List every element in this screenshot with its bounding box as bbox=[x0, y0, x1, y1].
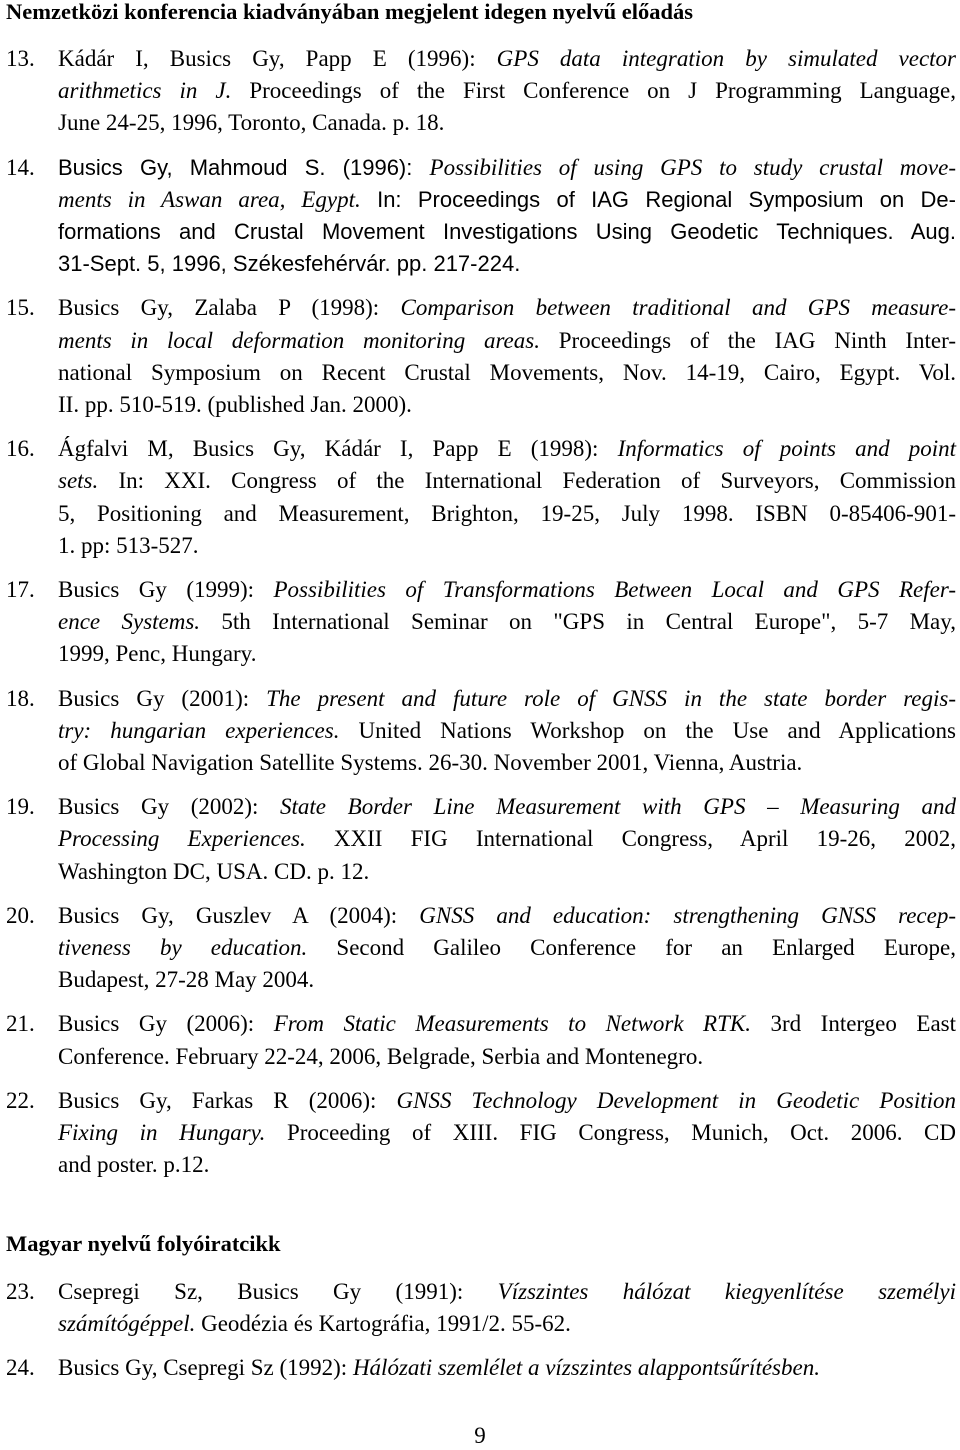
reference-text: In: Proceedings of IAG Regional Symposium on De- bbox=[360, 186, 956, 212]
reference-text: Busics Gy (2002): bbox=[58, 794, 281, 820]
reference-text: 3rd Intergeo East bbox=[750, 1011, 956, 1037]
reference-line bbox=[58, 292, 956, 324]
reference-line bbox=[58, 1352, 956, 1384]
reference-number: 20. bbox=[6, 902, 35, 928]
reference-line bbox=[58, 216, 956, 248]
reference-line bbox=[58, 498, 956, 530]
reference-text: Conference. February 22-24, 2006, Belgrade, Serbia and Montenegro. bbox=[58, 1043, 704, 1069]
reference-number: 13. bbox=[6, 46, 35, 71]
reference-line bbox=[58, 1276, 956, 1308]
reference-number: 17. bbox=[6, 577, 35, 603]
reference-line bbox=[58, 107, 956, 139]
reference-text: 1. pp: 513-527. bbox=[58, 532, 199, 558]
reference-line bbox=[58, 357, 956, 389]
reference-line bbox=[58, 932, 956, 964]
reference-line bbox=[58, 747, 956, 779]
reference-title-text: GNSS and education: strengthening GNSS recep- bbox=[419, 902, 957, 928]
reference-text: national Symposium on Recent Crustal Movements, Nov. 14-19, Cairo, Egypt. Vol. bbox=[58, 359, 956, 385]
reference-text: 31-Sept. 5, 1996, Székesfehérvár. pp. 217-224. bbox=[58, 251, 521, 277]
reference-title-text: try: hungarian experiences. bbox=[58, 717, 340, 743]
reference-text: Proceedings of the First Conference on J Programming Language, bbox=[231, 78, 956, 104]
reference-line bbox=[58, 1041, 956, 1073]
reference-text: Budapest, 27-28 May 2004. bbox=[58, 967, 315, 993]
reference-number: 18. bbox=[6, 685, 35, 711]
reference-text: 5, Positioning and Measurement, Brighton, 19-25, July 1998. ISBN 0-85406-901- bbox=[58, 500, 956, 526]
reference-title-text: From Static Measurements to Network RTK. bbox=[273, 1011, 751, 1037]
reference-title-text: Possibilities of Transformations Between Local and GPS Refer- bbox=[273, 577, 956, 603]
reference-title-text: Processing Experiences. bbox=[58, 826, 306, 852]
reference-number: 24. bbox=[6, 1355, 35, 1381]
reference-line bbox=[58, 1308, 956, 1340]
reference-text: 1999, Penc, Hungary. bbox=[58, 641, 257, 667]
reference-line bbox=[58, 184, 956, 216]
reference-text: Busics Gy, Guszlev A (2004): bbox=[58, 902, 420, 928]
reference-line bbox=[58, 964, 956, 996]
reference-number: 15. bbox=[6, 295, 35, 321]
reference-entry bbox=[0, 292, 956, 421]
reference-entry bbox=[0, 1276, 956, 1340]
reference-title-text: arithmetics in J. bbox=[58, 78, 232, 104]
reference-list-international bbox=[0, 43, 960, 1194]
reference-title-text: Fixing in Hungary. bbox=[58, 1120, 266, 1146]
reference-line bbox=[58, 823, 956, 855]
reference-number: 23. bbox=[6, 1279, 35, 1304]
reference-list-hungarian bbox=[0, 1276, 960, 1397]
reference-number: 21. bbox=[6, 1011, 35, 1037]
reference-line bbox=[58, 574, 956, 606]
reference-entry bbox=[0, 152, 956, 281]
reference-title-text: Hálózati szemlélet a vízszintes alappontsűrítésben. bbox=[352, 1355, 820, 1381]
reference-text: Kádár I, Busics Gy, Papp E (1996): bbox=[58, 46, 497, 71]
reference-text: II. pp. 510-519. (published Jan. 2000). bbox=[58, 392, 412, 418]
reference-line bbox=[58, 606, 956, 638]
reference-line bbox=[58, 389, 956, 421]
reference-text: Busics Gy, Csepregi Sz (1992): bbox=[58, 1355, 353, 1381]
reference-text: Proceeding of XIII. FIG Congress, Munich, Oct. 2006. CD bbox=[265, 1120, 956, 1146]
reference-title-text: számítógéppel. bbox=[58, 1311, 196, 1337]
reference-title-text: GNSS Technology Development in Geodetic Position bbox=[396, 1087, 957, 1113]
reference-text: Busics Gy, Mahmoud S. (1996): bbox=[58, 154, 430, 180]
reference-line bbox=[58, 433, 956, 465]
reference-title-text: tiveness by education. bbox=[58, 935, 308, 961]
reference-line bbox=[58, 683, 956, 715]
reference-entry bbox=[0, 574, 956, 671]
reference-line bbox=[58, 152, 956, 184]
reference-title-text: sets. bbox=[58, 468, 99, 494]
reference-entry bbox=[0, 683, 956, 780]
reference-entry bbox=[0, 1085, 956, 1182]
reference-text: Second Galileo Conference for an Enlarged Europe, bbox=[307, 935, 956, 961]
reference-title-text: ence Systems. bbox=[58, 609, 201, 635]
reference-line bbox=[58, 1085, 956, 1117]
reference-line bbox=[58, 900, 956, 932]
reference-text: Busics Gy (2001): bbox=[58, 685, 267, 711]
reference-entry bbox=[0, 900, 956, 997]
reference-text: and poster. p.12. bbox=[58, 1152, 210, 1178]
reference-line bbox=[58, 75, 956, 107]
reference-text: Busics Gy, Farkas R (2006): bbox=[58, 1087, 397, 1113]
reference-entry bbox=[0, 43, 956, 140]
reference-number: 22. bbox=[6, 1087, 35, 1113]
reference-text: Busics Gy (2006): bbox=[58, 1011, 274, 1037]
reference-text: XXII FIG International Congress, April 19-26, 2002, bbox=[305, 826, 956, 852]
reference-line bbox=[58, 791, 956, 823]
reference-text: United Nations Workshop on the Use and Applications bbox=[339, 717, 956, 743]
reference-line bbox=[58, 715, 956, 747]
reference-number: 14. bbox=[6, 154, 35, 180]
reference-text: formations and Crustal Movement Investigations Using Geodetic Techniques. Aug. bbox=[58, 219, 956, 245]
reference-text: Ágfalvi M, Busics Gy, Kádár I, Papp E (1998): bbox=[58, 436, 618, 462]
reference-text: June 24-25, 1996, Toronto, Canada. p. 18. bbox=[58, 110, 445, 136]
reference-text: 5th International Seminar on "GPS in Central Europe", 5-7 May, bbox=[200, 609, 956, 635]
reference-text: of Global Navigation Satellite Systems. 26-30. November 2001, Vienna, Austria. bbox=[58, 750, 803, 776]
reference-text: Washington DC, USA. CD. p. 12. bbox=[58, 858, 370, 884]
reference-line bbox=[58, 1149, 956, 1181]
reference-title-text: Informatics of points and point bbox=[617, 436, 956, 462]
reference-title-text: State Border Line Measurement with GPS – Measuring and bbox=[280, 794, 956, 820]
reference-line bbox=[58, 1117, 956, 1149]
reference-title-text: ments in local deformation monitoring areas. bbox=[58, 327, 540, 353]
reference-entry bbox=[0, 1008, 956, 1072]
reference-text: In: XXI. Congress of the International Federation of Surveyors, Commission bbox=[98, 468, 956, 494]
section-heading-international: Nemzetközi konferencia kiadványában megjelent idegen nyelvű előadás bbox=[6, 0, 694, 24]
reference-text: Geodézia és Kartográfia, 1991/2. 55-62. bbox=[195, 1311, 571, 1337]
reference-number: 16. bbox=[6, 436, 35, 462]
reference-text: Busics Gy (1999): bbox=[58, 577, 274, 603]
reference-line bbox=[58, 530, 956, 562]
reference-title-text: GPS data integration by simulated vector bbox=[496, 46, 956, 71]
page-number: 9 bbox=[474, 1423, 486, 1448]
reference-line bbox=[58, 856, 956, 888]
reference-line bbox=[58, 638, 956, 670]
reference-line bbox=[58, 325, 956, 357]
reference-number: 19. bbox=[6, 794, 35, 820]
reference-line bbox=[58, 1008, 956, 1040]
reference-entry bbox=[0, 433, 956, 562]
reference-line bbox=[58, 43, 956, 75]
reference-title-text: ments in Aswan area, Egypt. bbox=[58, 186, 361, 212]
reference-entry bbox=[0, 791, 956, 888]
reference-text: Csepregi Sz, Busics Gy (1991): bbox=[58, 1279, 498, 1304]
reference-line bbox=[58, 248, 956, 280]
reference-line bbox=[58, 465, 956, 497]
reference-text: Busics Gy, Zalaba P (1998): bbox=[58, 295, 401, 321]
section-heading-hungarian: Magyar nyelvű folyóiratcikk bbox=[6, 1231, 281, 1256]
reference-title-text: Vízszintes hálózat kiegyenlítése személyi bbox=[497, 1279, 956, 1304]
reference-title-text: Comparison between traditional and GPS measure- bbox=[400, 295, 956, 321]
reference-title-text: The present and future role of GNSS in the state border regis- bbox=[266, 685, 956, 711]
reference-text: Proceedings of the IAG Ninth Inter- bbox=[539, 327, 956, 353]
reference-entry bbox=[0, 1352, 956, 1384]
reference-title-text: Possibilities of using GPS to study crustal move- bbox=[429, 154, 956, 180]
